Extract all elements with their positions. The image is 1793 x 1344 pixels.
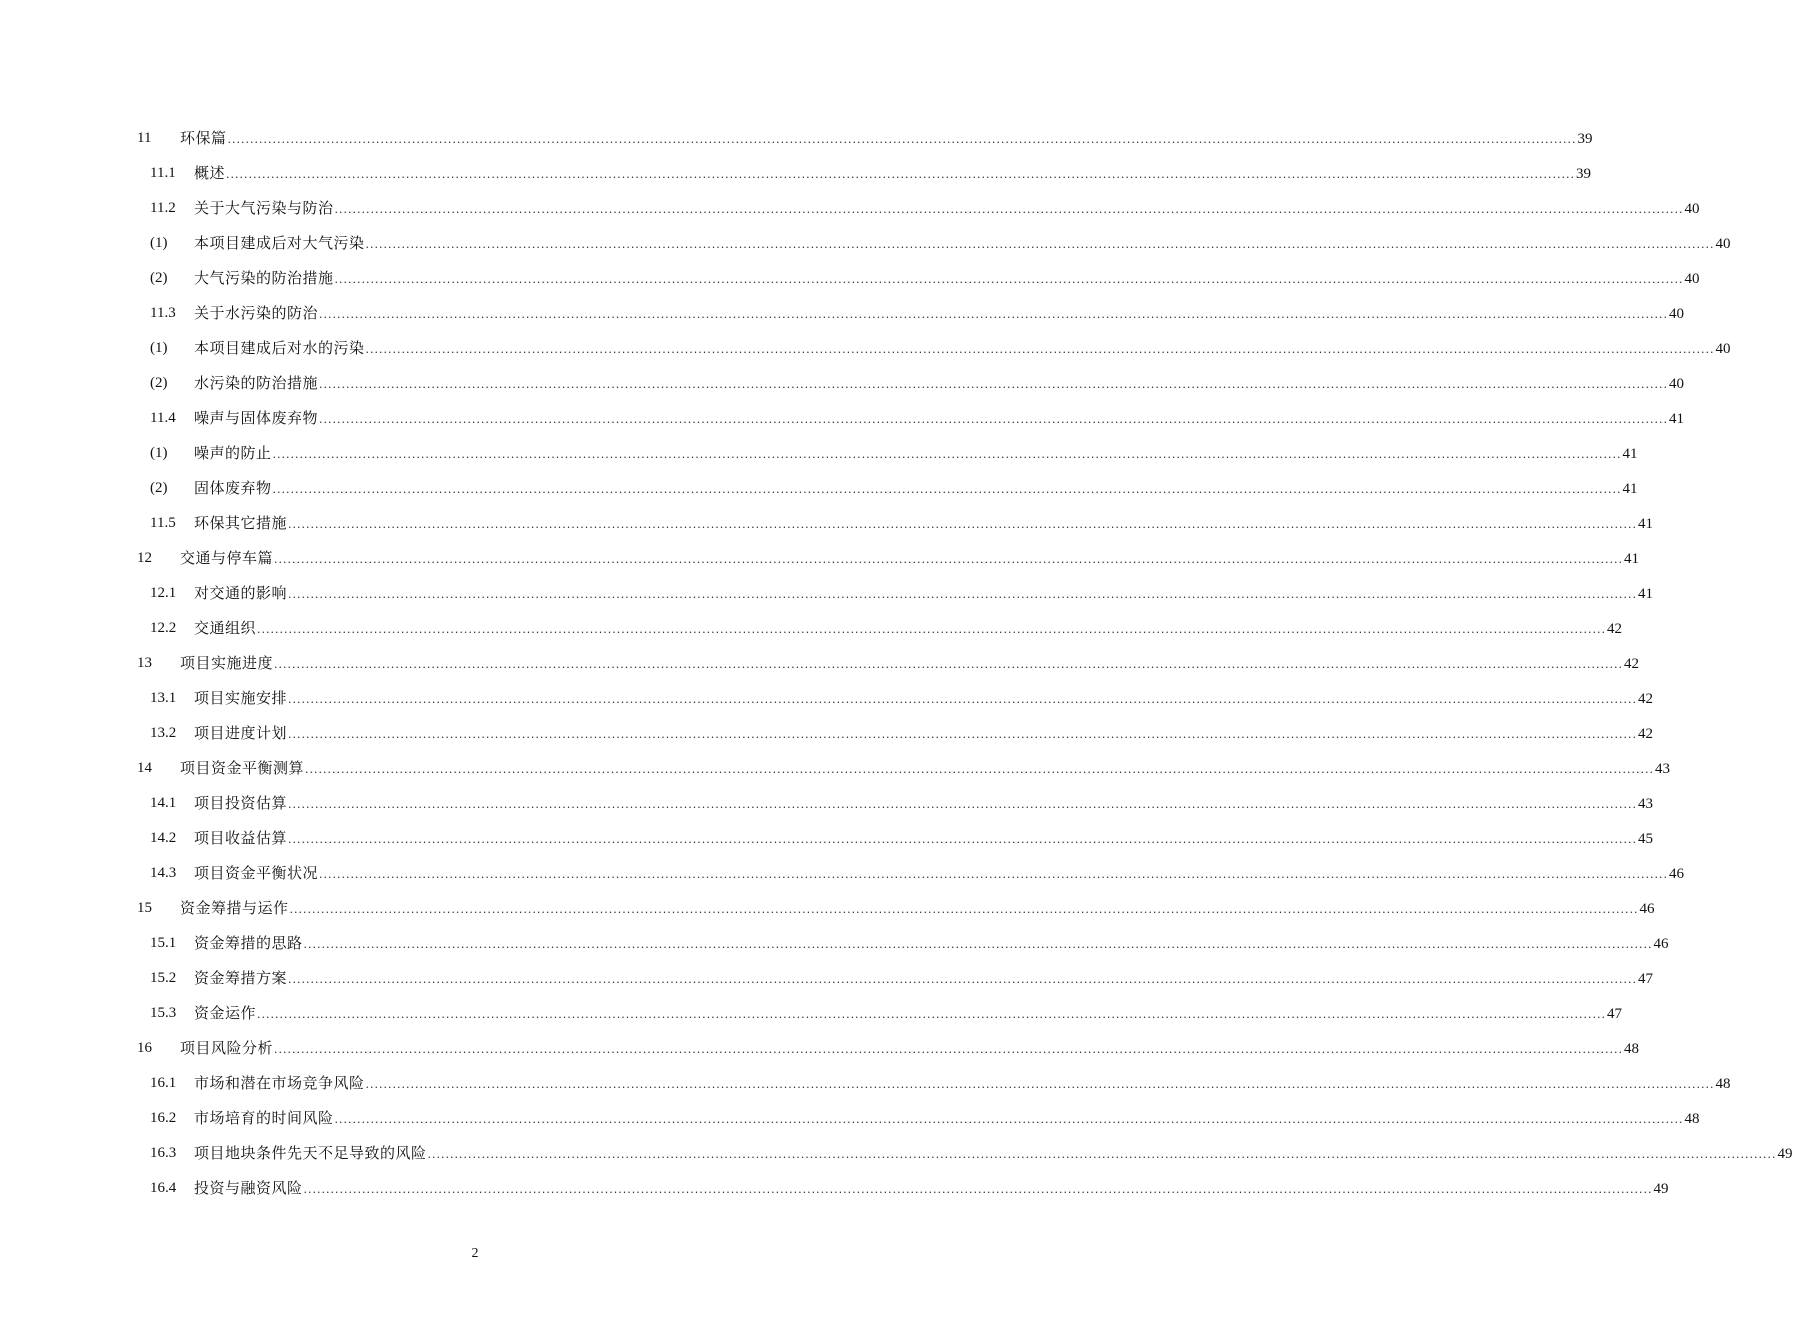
toc-entry-number: 11.2 [150, 200, 176, 216]
toc-entry-page: 42 [1607, 621, 1622, 637]
toc-entry-number: 15.3 [150, 1005, 177, 1021]
toc-entry-title: 环保篇 [180, 129, 227, 147]
toc-entry-13[interactable] [0, 541, 1639, 576]
toc-leader-dots: ............................................................................................................................................................................................................................................................................................................ [288, 728, 1637, 741]
toc-entry-number: 14.2 [150, 830, 177, 846]
toc-entry-21[interactable] [0, 821, 1653, 856]
toc-entry-title: 关于大气污染与防治 [194, 199, 334, 217]
toc-entry-page: 40 [1684, 201, 1700, 217]
toc-entry-20[interactable] [0, 786, 1653, 821]
toc-entry-title: 资金筹措与运作 [180, 899, 289, 917]
toc-entry-body [194, 226, 1731, 262]
toc-entry-14[interactable] [0, 576, 1653, 611]
toc-entry-title: 项目地块条件先天不足导致的风险 [194, 1144, 427, 1162]
toc-entry-body [194, 1066, 1731, 1102]
toc-entry-number: 16 [137, 1040, 152, 1056]
page-number: 2 [471, 1246, 479, 1261]
toc-entry-page: 39 [1576, 166, 1591, 182]
toc-entry-title: 资金筹措的思路 [194, 934, 303, 952]
toc-entry-page: 47 [1638, 971, 1653, 987]
toc-entry-6[interactable] [0, 296, 1684, 331]
toc-entry-page: 41 [1622, 446, 1638, 462]
toc-entry-body [194, 296, 1684, 332]
toc-entry-title: 市场培育的时间风险 [194, 1109, 334, 1127]
toc-entry-body [194, 1171, 1669, 1207]
toc-entry-number: 16.3 [150, 1145, 177, 1161]
toc-leader-dots: ............................................................................................................................................................................................................................................................................................................ [303, 938, 1653, 951]
toc-entry-page: 48 [1715, 1076, 1731, 1092]
toc-entry-body [194, 331, 1731, 367]
toc-entry-2[interactable] [0, 156, 1591, 191]
toc-entry-title: 噪声的防止 [194, 444, 272, 462]
toc-entry-page: 40 [1715, 236, 1731, 252]
toc-leader-dots: ............................................................................................................................................................................................................................................................................................................ [272, 448, 1622, 461]
toc-entry-title: 项目风险分析 [180, 1039, 274, 1057]
toc-entry-title: 项目投资估算 [194, 794, 288, 812]
toc-entry-title: 对交通的影响 [194, 584, 288, 602]
toc-leader-dots: ............................................................................................................................................................................................................................................................................................................ [288, 693, 1637, 706]
toc-leader-dots: ............................................................................................................................................................................................................................................................................................................ [365, 238, 1715, 251]
toc-entry-body [194, 436, 1638, 472]
toc-entry-10[interactable] [0, 436, 1638, 471]
toc-entry-number: 16.4 [150, 1180, 177, 1196]
toc-entry-body [194, 681, 1653, 717]
toc-entry-16[interactable] [0, 646, 1639, 681]
toc-entry-title: 项目进度计划 [194, 724, 288, 742]
toc-entry-body [194, 611, 1622, 647]
toc-leader-dots: ............................................................................................................................................................................................................................................................................................................ [319, 868, 1668, 881]
toc-entry-page: 40 [1715, 341, 1731, 357]
toc-entry-number: 14.3 [150, 865, 177, 881]
toc-entry-page: 41 [1669, 411, 1684, 427]
toc-leader-dots: ............................................................................................................................................................................................................................................................................................................ [288, 518, 1637, 531]
toc-leader-dots: ............................................................................................................................................................................................................................................................................................................ [274, 1043, 1623, 1056]
toc-entry-page: 49 [1653, 1181, 1669, 1197]
toc-entry-body [194, 821, 1653, 857]
toc-entry-title: 市场和潜在市场竞争风险 [194, 1074, 365, 1092]
toc-entry-body [180, 751, 1670, 787]
toc-entry-22[interactable] [0, 856, 1684, 891]
toc-entry-body [194, 856, 1684, 892]
toc-entry-17[interactable] [0, 681, 1653, 716]
toc-entry-number: (1) [150, 235, 168, 251]
toc-entry-29[interactable] [0, 1101, 1700, 1136]
toc-entry-number: 13.2 [150, 725, 177, 741]
toc-entry-page: 48 [1624, 1041, 1639, 1057]
toc-entry-number: 11.1 [150, 165, 176, 181]
toc-entry-number: 11.5 [150, 515, 176, 531]
toc-leader-dots: ............................................................................................................................................................................................................................................................................................................ [365, 1078, 1715, 1091]
toc-entry-page: 40 [1684, 271, 1700, 287]
toc-entry-body [194, 716, 1653, 752]
toc-entry-body [194, 996, 1622, 1032]
toc-entry-title: 环保其它措施 [194, 514, 288, 532]
toc-leader-dots: ............................................................................................................................................................................................................................................................................................................ [303, 1183, 1653, 1196]
toc-entry-3[interactable] [0, 191, 1700, 226]
toc-entry-23[interactable] [0, 891, 1655, 926]
toc-entry-number: 12 [137, 550, 152, 566]
toc-entry-page: 47 [1607, 1006, 1622, 1022]
toc-entry-31[interactable] [0, 1171, 1669, 1206]
toc-entry-body [180, 891, 1655, 927]
toc-entry-page: 43 [1655, 761, 1670, 777]
toc-entry-body [194, 506, 1653, 542]
toc-entry-body [194, 156, 1591, 192]
toc-entry-page: 39 [1577, 131, 1593, 147]
toc-leader-dots: ............................................................................................................................................................................................................................................................................................................ [272, 483, 1622, 496]
toc-leader-dots: ............................................................................................................................................................................................................................................................................................................ [289, 903, 1639, 916]
toc-entry-title: 项目资金平衡测算 [180, 759, 305, 777]
toc-entry-30[interactable] [0, 1136, 1793, 1171]
toc-entry-number: (1) [150, 340, 168, 356]
toc-entry-body [194, 471, 1638, 507]
table-of-contents [0, 121, 1793, 1206]
toc-entry-title: 投资与融资风险 [194, 1179, 303, 1197]
toc-entry-7[interactable] [0, 331, 1731, 366]
toc-entry-body [180, 646, 1639, 682]
toc-entry-body [194, 261, 1700, 297]
toc-leader-dots: ............................................................................................................................................................................................................................................................................................................ [288, 588, 1637, 601]
toc-list [0, 121, 1793, 1206]
toc-entry-page: 41 [1638, 586, 1653, 602]
toc-leader-dots: ............................................................................................................................................................................................................................................................................................................ [288, 833, 1637, 846]
toc-entry-body [194, 366, 1684, 402]
toc-leader-dots: ............................................................................................................................................................................................................................................................................................................ [226, 168, 1575, 181]
toc-entry-1[interactable] [0, 121, 1593, 156]
toc-entry-page: 49 [1777, 1146, 1793, 1162]
toc-entry-title: 本项目建成后对大气污染 [194, 234, 365, 252]
toc-entry-5[interactable] [0, 261, 1700, 296]
toc-leader-dots: ............................................................................................................................................................................................................................................................................................................ [288, 798, 1637, 811]
toc-entry-body [194, 576, 1653, 612]
toc-entry-28[interactable] [0, 1066, 1731, 1101]
toc-entry-number: (2) [150, 375, 168, 391]
toc-entry-26[interactable] [0, 996, 1622, 1031]
toc-entry-page: 42 [1638, 726, 1653, 742]
toc-entry-page: 40 [1669, 306, 1684, 322]
toc-entry-title: 项目收益估算 [194, 829, 288, 847]
toc-entry-number: 14 [137, 760, 152, 776]
toc-entry-body [180, 1031, 1639, 1067]
toc-entry-8[interactable] [0, 366, 1684, 401]
toc-entry-15[interactable] [0, 611, 1622, 646]
toc-entry-18[interactable] [0, 716, 1653, 751]
toc-entry-number: 14.1 [150, 795, 177, 811]
toc-leader-dots: ............................................................................................................................................................................................................................................................................................................ [227, 133, 1577, 146]
toc-entry-page: 46 [1669, 866, 1684, 882]
toc-entry-page: 40 [1669, 376, 1684, 392]
toc-entry-25[interactable] [0, 961, 1653, 996]
toc-entry-24[interactable] [0, 926, 1669, 961]
toc-entry-body [194, 191, 1700, 227]
toc-entry-body [194, 401, 1684, 437]
toc-leader-dots: ............................................................................................................................................................................................................................................................................................................ [334, 203, 1684, 216]
toc-entry-11[interactable] [0, 471, 1638, 506]
toc-entry-title: 概述 [194, 164, 226, 182]
toc-entry-title: 项目资金平衡状况 [194, 864, 319, 882]
toc-entry-number: 13 [137, 655, 152, 671]
toc-entry-number: 16.1 [150, 1075, 177, 1091]
toc-entry-body [194, 926, 1669, 962]
toc-entry-page: 46 [1639, 901, 1655, 917]
toc-leader-dots: ............................................................................................................................................................................................................................................................................................................ [427, 1148, 1777, 1161]
toc-entry-title: 关于水污染的防治 [194, 304, 319, 322]
toc-entry-number: 11 [137, 130, 152, 146]
toc-entry-number: 15.2 [150, 970, 177, 986]
toc-entry-number: 11.4 [150, 410, 176, 426]
toc-entry-title: 大气污染的防治措施 [194, 269, 334, 287]
toc-entry-title: 本项目建成后对水的污染 [194, 339, 365, 357]
toc-entry-19[interactable] [0, 751, 1670, 786]
toc-entry-title: 资金筹措方案 [194, 969, 288, 987]
toc-entry-title: 交通组织 [194, 619, 257, 637]
toc-entry-body [194, 1101, 1700, 1137]
toc-entry-title: 项目实施进度 [180, 654, 274, 672]
toc-entry-number: 15.1 [150, 935, 177, 951]
toc-entry-page: 43 [1638, 796, 1653, 812]
toc-entry-body [194, 786, 1653, 822]
toc-entry-page: 46 [1653, 936, 1669, 952]
toc-entry-number: (1) [150, 445, 168, 461]
toc-entry-number: 16.2 [150, 1110, 177, 1126]
toc-leader-dots: ............................................................................................................................................................................................................................................................................................................ [319, 308, 1668, 321]
toc-entry-9[interactable] [0, 401, 1684, 436]
toc-leader-dots: ............................................................................................................................................................................................................................................................................................................ [305, 763, 1654, 776]
toc-leader-dots: ............................................................................................................................................................................................................................................................................................................ [319, 378, 1668, 391]
toc-leader-dots: ............................................................................................................................................................................................................................................................................................................ [257, 1008, 1606, 1021]
toc-entry-page: 48 [1684, 1111, 1700, 1127]
toc-leader-dots: ............................................................................................................................................................................................................................................................................................................ [319, 413, 1668, 426]
toc-entry-page: 41 [1638, 516, 1653, 532]
toc-entry-title: 交通与停车篇 [180, 549, 274, 567]
toc-entry-number: 15 [137, 900, 152, 916]
toc-leader-dots: ............................................................................................................................................................................................................................................................................................................ [334, 1113, 1684, 1126]
toc-entry-title: 噪声与固体废弃物 [194, 409, 319, 427]
toc-entry-page: 42 [1638, 691, 1653, 707]
toc-leader-dots: ............................................................................................................................................................................................................................................................................................................ [334, 273, 1684, 286]
toc-entry-body [180, 121, 1593, 157]
toc-leader-dots: ............................................................................................................................................................................................................................................................................................................ [365, 343, 1715, 356]
toc-entry-page: 42 [1624, 656, 1639, 672]
toc-entry-title: 项目实施安排 [194, 689, 288, 707]
toc-entry-body [194, 961, 1653, 997]
toc-entry-title: 水污染的防治措施 [194, 374, 319, 392]
toc-entry-page: 45 [1638, 831, 1653, 847]
toc-entry-number: (2) [150, 480, 168, 496]
toc-entry-page: 41 [1624, 551, 1639, 567]
toc-entry-27[interactable] [0, 1031, 1639, 1066]
toc-entry-body [180, 541, 1639, 577]
toc-leader-dots: ............................................................................................................................................................................................................................................................................................................ [288, 973, 1637, 986]
toc-leader-dots: ............................................................................................................................................................................................................................................................................................................ [274, 658, 1623, 671]
toc-entry-12[interactable] [0, 506, 1653, 541]
toc-entry-title: 资金运作 [194, 1004, 257, 1022]
toc-entry-number: 11.3 [150, 305, 176, 321]
toc-leader-dots: ............................................................................................................................................................................................................................................................................................................ [274, 553, 1623, 566]
toc-entry-4[interactable] [0, 226, 1731, 261]
toc-entry-number: (2) [150, 270, 168, 286]
toc-entry-page: 41 [1622, 481, 1638, 497]
toc-entry-title: 固体废弃物 [194, 479, 272, 497]
toc-entry-number: 12.1 [150, 585, 177, 601]
toc-entry-number: 12.2 [150, 620, 177, 636]
toc-leader-dots: ............................................................................................................................................................................................................................................................................................................ [257, 623, 1606, 636]
toc-entry-number: 13.1 [150, 690, 177, 706]
toc-entry-body [194, 1136, 1793, 1172]
